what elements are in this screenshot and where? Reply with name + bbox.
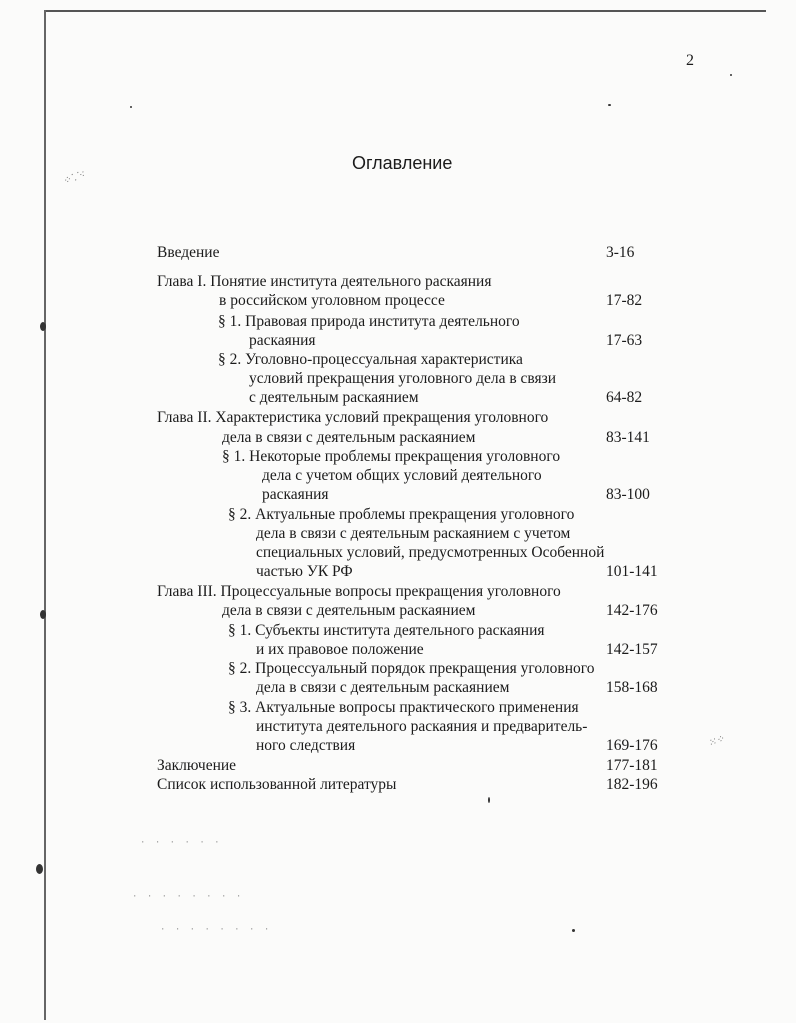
- toc-line-ch3-s3: § 3. Актуальные вопросы практического применения: [228, 699, 579, 716]
- toc-pages-ch3-s3: 169-176: [606, 737, 658, 754]
- toc-line-ch1-s1: § 1. Правовая природа института деятельного: [218, 313, 520, 330]
- toc-line-conclusion: Заключение: [157, 757, 237, 774]
- toc-line-ch3: Глава III. Процессуальные вопросы прекращения уголовного: [157, 583, 561, 600]
- scan-noise: · · · · · ·: [140, 838, 222, 848]
- toc-line-ch1-cont: в российском уголовном процессе: [219, 292, 445, 309]
- scan-speck: [572, 929, 575, 932]
- toc-line-ch3-s3-cont1: института деятельного раскаяния и предваритель-: [256, 718, 588, 735]
- toc-line-ch3-s1: § 1. Субъекты института деятельного раскаяния: [228, 622, 545, 639]
- toc-pages-ch3: 142-176: [606, 602, 658, 619]
- toc-line-ch2-s2-cont3: частью УК РФ: [256, 563, 353, 580]
- toc-line-ch2-s2-cont2: специальных условий, предусмотренных Особенной: [256, 544, 605, 561]
- toc-line-ch2-s2: § 2. Актуальные проблемы прекращения уголовного: [228, 506, 575, 523]
- toc-line-ch2: Глава II. Характеристика условий прекращения уголовного: [157, 409, 549, 426]
- toc-pages-ch3-s2: 158-168: [606, 679, 658, 696]
- toc-line-ch3-s2: § 2. Процессуальный порядок прекращения уголовного: [228, 660, 595, 677]
- toc-pages-ch1: 17-82: [606, 292, 643, 309]
- toc-line-ch2-s1: § 1. Некоторые проблемы прекращения уголовного: [222, 448, 561, 465]
- toc-pages-ch2: 83-141: [606, 429, 650, 446]
- toc-pages-ch2-s2: 101-141: [606, 563, 658, 580]
- toc-line-ch3-s3-cont2: ного следствия: [256, 737, 356, 754]
- toc-pages-bibliography: 182-196: [606, 776, 658, 793]
- toc-line-ch3-cont: дела в связи с деятельным раскаянием: [222, 602, 476, 619]
- toc-line-ch1-s2-cont1: условий прекращения уголовного дела в связи: [249, 370, 557, 387]
- scan-speck: [40, 610, 46, 619]
- toc-line-ch2-s2-cont1: дела в связи с деятельным раскаянием с учетом: [256, 525, 571, 542]
- toc-line-ch3-s2-cont: дела в связи с деятельным раскаянием: [256, 679, 510, 696]
- toc-line-ch1: Глава I. Понятие института деятельного раскаяния: [157, 273, 492, 290]
- toc-line-ch1-s2-cont2: с деятельным раскаянием: [249, 389, 419, 406]
- scan-speck: [130, 106, 132, 108]
- toc-line-intro: Введение: [157, 244, 220, 261]
- scan-noise: · · · · · · · ·: [160, 925, 272, 935]
- page-number: 2: [686, 52, 694, 69]
- scan-smudge: ⁙⁘: [706, 733, 727, 750]
- toc-line-ch1-s1-cont: раскаяния: [249, 332, 316, 349]
- toc-pages-ch2-s1: 83-100: [606, 486, 650, 503]
- scan-speck: [608, 104, 611, 106]
- scan-noise: · · · · · · · ·: [132, 892, 244, 902]
- scan-speck: [36, 864, 43, 874]
- page-title: Оглавление: [352, 153, 453, 173]
- toc-pages-conclusion: 177-181: [606, 757, 658, 774]
- toc-pages-ch3-s1: 142-157: [606, 641, 658, 658]
- toc-line-ch2-cont: дела в связи с деятельным раскаянием: [222, 429, 476, 446]
- toc-pages-ch1-s1: 17-63: [606, 332, 643, 349]
- toc-pages-intro: 3-16: [606, 244, 635, 261]
- scan-speck: [730, 74, 732, 76]
- scan-smudge: ⁘⸪⁖: [61, 169, 87, 188]
- scan-edge-top: [44, 10, 766, 12]
- toc-line-bibliography: Список использованной литературы: [157, 776, 397, 793]
- scan-speck: [40, 322, 46, 331]
- toc-line-ch3-s1-cont: и их правовое положение: [256, 641, 424, 658]
- toc-line-ch1-s2: § 2. Уголовно-процессуальная характеристика: [218, 351, 523, 368]
- scan-speck: [488, 797, 490, 803]
- toc-line-ch2-s1-cont2: раскаяния: [262, 486, 329, 503]
- toc-pages-ch1-s2: 64-82: [606, 389, 643, 406]
- scan-edge-left: [44, 10, 46, 1020]
- toc-line-ch2-s1-cont1: дела с учетом общих условий деятельного: [262, 467, 542, 484]
